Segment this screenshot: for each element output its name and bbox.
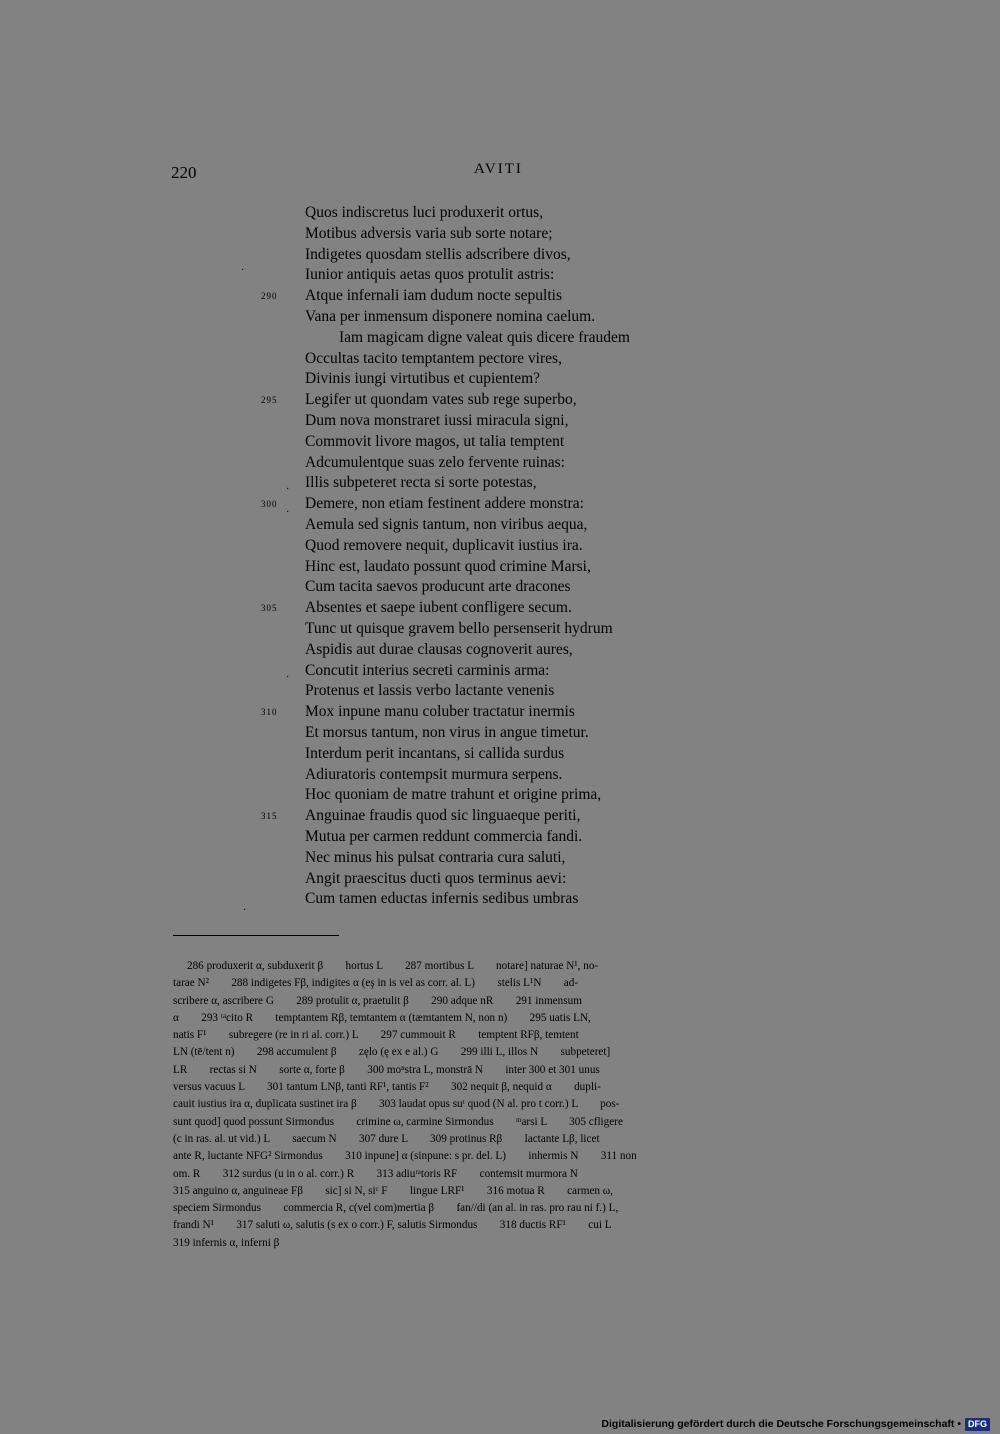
verse-text: Motibus adversis varia sub sorte notare; [305,224,553,242]
verse-line [305,827,725,848]
apparatus-line: sunt quod] quod possunt Sirmondus crimine ω, carmine Sirmondus ᵐarsi L 305 cfligere [173,1115,623,1128]
footer-credit[interactable]: Digitalisierung gefördert durch die Deutsche Forschungsgemeinschaft • [601,1418,961,1430]
stray-mark: · [286,672,290,683]
verse-line [305,349,725,370]
verse-text: Hinc est, laudato possunt quod crimine Marsi, [305,557,591,575]
apparatus-line: (c in ras. al. ut vid.) L saecum N 307 dure L 309 protinus Rβ lactante Lβ, licet [173,1132,600,1145]
stray-mark: · [243,905,247,916]
verse-line [261,806,725,827]
verse-text: Illis subpeteret recta si sorte potestas, [305,474,537,492]
line-number: 300 [261,499,278,510]
verse-text: Protenus et lassis verbo lactante venenis [305,682,555,700]
footer [601,1417,990,1431]
verse-text: Mutua per carmen reddunt commercia fandi. [305,827,583,845]
verse-text: Legifer ut quondam vates sub rege superbo, [305,391,577,409]
verse-line [305,765,725,786]
verse-text: Aemula sed signis tantum, non viribus aequa, [305,515,588,533]
verse-text: Tunc ut quisque gravem bello persenserit hydrum [305,619,613,637]
verse-text: Demere, non etiam festinent addere monstra: [305,495,584,513]
verse-line [305,328,725,349]
verse-line [261,494,725,515]
verse-line [305,265,725,286]
verse-text: Divinis iungi virtutibus et cupientem? [305,370,541,388]
verse-line [305,681,725,702]
apparatus-line: frandi N¹ 317 saluti ω, salutis (s ex o corr.) F, salutis Sirmondus 318 ductis RF¹ cui L [173,1219,612,1232]
verse-line [305,723,725,744]
verse-line [305,869,725,890]
verse-text: Iam magicam digne valeat quis dicere fraudem [339,328,630,346]
verse-text: Commovit livore magos, ut talia temptent [305,432,565,450]
verse-line [261,598,725,619]
verse-line [261,702,725,723]
apparatus-line: cauit iustius ira α, duplicata sustinet ira β 303 laudat opus suᵗ quod (N al. pro t corr.) L pos- [173,1098,620,1111]
verse-text: Concutit interius secreti carminis arma: [305,661,550,679]
verse-text: Hoc quoniam de matre trahunt et origine prima, [305,786,602,804]
verse-text: Anguinae fraudis quod sic linguaeque periti, [305,807,581,825]
verse-text: Nec minus his pulsat contraria cura saluti, [305,848,566,866]
verse-text: Quos indiscretus luci produxerit ortus, [305,204,544,221]
verse-line [305,889,725,910]
dfg-logo-icon: DFG [965,1418,990,1431]
apparatus-line: tarae N² 288 indigetes Fβ, indigites α (eş in is vel as corr. al. L) stelis L¹N ad- [173,977,579,990]
verse-line [305,369,725,390]
stray-mark: · [286,507,290,518]
page-number: 220 [171,163,197,182]
verse-line [305,473,725,494]
stray-mark: · [286,484,290,495]
stray-mark: · [241,265,245,276]
apparatus-line: 319 infernis α, inferni β [173,1236,280,1249]
apparatus-line: scribere α, ascribere G 289 protulit α, praetulit β 290 adque nR 291 inmensum [173,994,582,1007]
verse-line [305,661,725,682]
verse-text: Occultas tacito temptantem pectore vires, [305,349,562,367]
verse-line [305,557,725,578]
verse-line [305,785,725,806]
line-number: 305 [261,603,278,614]
verse-text: Angit praescitus ducti quos terminus aevi: [305,869,567,887]
apparatus-line: versus vacuus L 301 tantum LNβ, tanti RF¹, tantis F² 302 nequit β, nequid α dupli- [173,1081,601,1094]
running-head: AVITI [474,161,523,177]
verse-line [305,640,725,661]
verse-text: Interdum perit incantans, si callida surdus [305,744,565,762]
apparatus-line: om. R 312 surdus (u in o al. corr.) R 313 adiuʳᵃtoris RF contemsit murmora N [173,1167,578,1180]
verse-line [305,453,725,474]
verse-line [261,390,725,411]
apparatus-line: α 293 ᵗᵃcito R temptantem Rβ, temtantem α (tæmtantem N, non n) 295 uatis LN, [173,1011,591,1024]
verse-text: Mox inpune manu coluber tractatur inermis [305,703,575,721]
verse-line [305,432,725,453]
apparatus-line: natis F¹ subregere (re in ri al. corr.) L 297 cummouit R temptent RFβ, temtent [173,1029,579,1042]
verse-text: Adiuratoris contempsit murmura serpens. [305,765,563,783]
verse-text: Iunior antiquis aetas quos protulit astris: [305,266,555,284]
verse-line [305,224,725,245]
line-number: 310 [261,707,278,718]
verse-text: Cum tacita saevos producunt arte dracones [305,578,571,596]
verse-line [305,577,725,598]
footnote-rule [173,935,339,937]
verse-line [305,744,725,765]
verse-line [305,619,725,640]
verse-text: Vana per inmensum disponere nomina caelum. [305,307,596,325]
verse-line [305,536,725,557]
verse-line [305,515,725,536]
verse-line [305,848,725,869]
apparatus-line: LN (tē/tent n) 298 accumulent β zęlo (ę ex e al.) G 299 illi L, illos N subpeteret] [173,1046,611,1059]
apparatus-line: ante R, luctante NFG² Sirmondus 310 inpune] α (sinpune: s pr. del. L) inhermis N 311 non [173,1150,637,1163]
verse-line [261,286,725,307]
apparatus-line: speciem Sirmondus commercia R, c(vel com)mertia β fan//di (an al. in ras. pro rau ni f.) L, [173,1202,619,1215]
verse-text: Cum tamen eductas infernis sedibus umbras [305,890,579,908]
line-number: 295 [261,395,278,406]
verse-line [305,203,725,224]
verse-line [305,411,725,432]
verse-text: Quod removere nequit, duplicavit iustius ira. [305,536,583,554]
apparatus-line: 286 produxerit α, subduxerit β hortus L 287 mortibus L notare] naturae N¹, no- [173,960,599,972]
verse-line [305,307,725,328]
line-number: 290 [261,291,278,302]
verse-text: Adcumulentque suas zelo fervente ruinas: [305,453,565,471]
verse-text: Et morsus tantum, non virus in angue timetur. [305,723,589,741]
line-number: 315 [261,811,278,822]
verse-text: Dum nova monstraret iussi miracula signi, [305,411,569,429]
verse-block [261,203,725,910]
critical-apparatus [173,958,828,1252]
verse-line [305,245,725,266]
verse-text: Absentes et saepe iubent confligere secum. [305,599,572,617]
verse-text: Atque infernali iam dudum nocte sepultis [305,287,562,305]
verse-text: Indigetes quosdam stellis adscribere divos, [305,245,571,263]
apparatus-line: LR rectas si N sorte α, forte β 300 moⁿstra L, monstrā N inter 300 et 301 unus [173,1063,600,1076]
verse-text: Aspidis aut durae clausas cognoverit aures, [305,640,573,658]
apparatus-line: 315 anguino α, anguineae Fβ sic] si N, siᶜ F lingue LRF¹ 316 motua R carmen ω, [173,1184,613,1197]
